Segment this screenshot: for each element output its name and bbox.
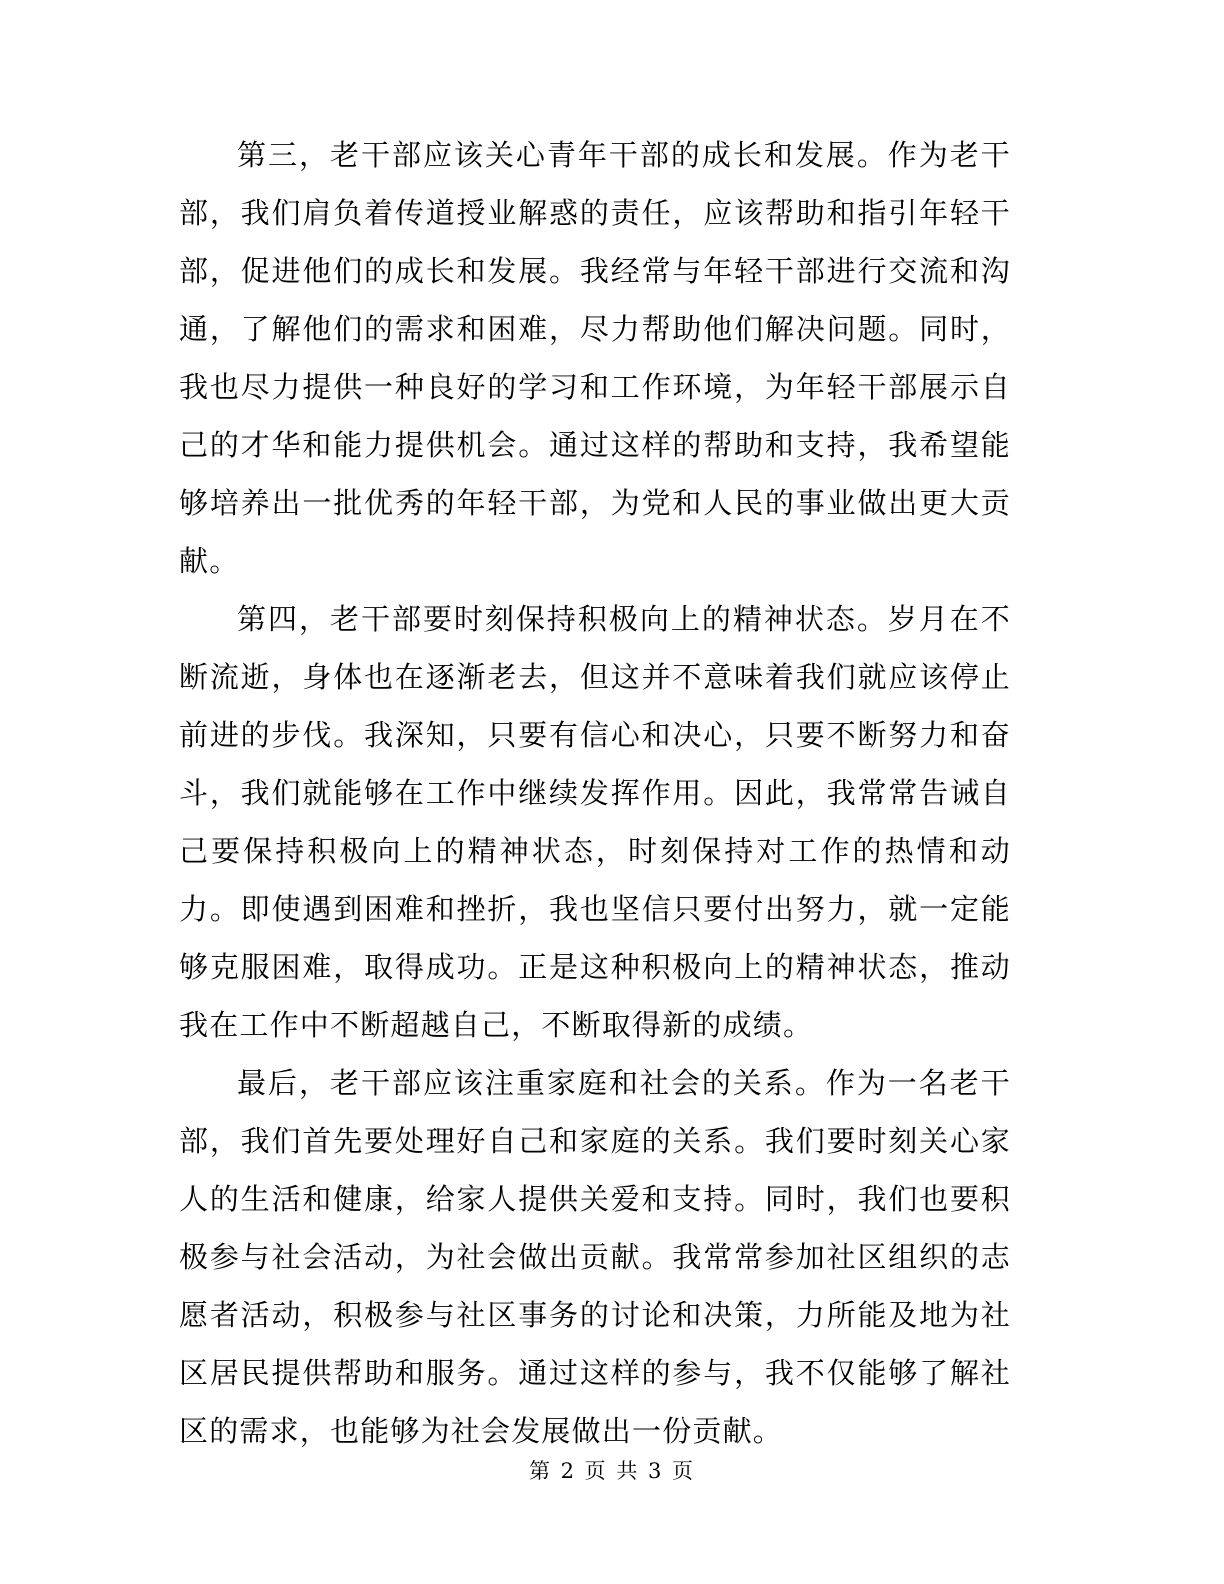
paragraph-third: 第三，老干部应该关心青年干部的成长和发展。作为老干部，我们肩负着传道授业解惑的责任，应该帮助和指引年轻干部，促进他们的成长和发展。我经常与年轻干部进行交流和沟通，了解他们的需求和困难，尽力帮助他们解决问题。同时，我也尽力提供一种良好的学习和工作环境，为年轻干部展示自己的才华和能力提供机会。通过这样的帮助和支持，我希望能够培养出一批优秀的年轻干部，为党和人民的事业做出更大贡献。 (179, 138, 1011, 578)
page-footer (0, 1456, 1224, 1486)
page-number: 第 2 页 共 3 页 (528, 1459, 696, 1483)
document-body (179, 126, 1011, 1460)
paragraph-fourth: 第四，老干部要时刻保持积极向上的精神状态。岁月在不断流逝，身体也在逐渐老去，但这并不意味着我们就应该停止前进的步伐。我深知，只要有信心和决心，只要不断努力和奋斗，我们就能够在工作中继续发挥作用。因此，我常常告诫自己要保持积极向上的精神状态，时刻保持对工作的热情和动力。即使遇到困难和挫折，我也坚信只要付出努力，就一定能够克服困难，取得成功。正是这种积极向上的精神状态，推动我在工作中不断超越自己，不断取得新的成绩。 (179, 602, 1011, 1042)
paragraph-finally: 最后，老干部应该注重家庭和社会的关系。作为一名老干部，我们首先要处理好自己和家庭的关系。我们要时刻关心家人的生活和健康，给家人提供关爱和支持。同时，我们也要积极参与社会活动，为社会做出贡献。我常常参加社区组织的志愿者活动，积极参与社区事务的讨论和决策，力所能及地为社区居民提供帮助和服务。通过这样的参与，我不仅能够了解社区的需求，也能够为社会发展做出一份贡献。 (179, 1066, 1011, 1448)
